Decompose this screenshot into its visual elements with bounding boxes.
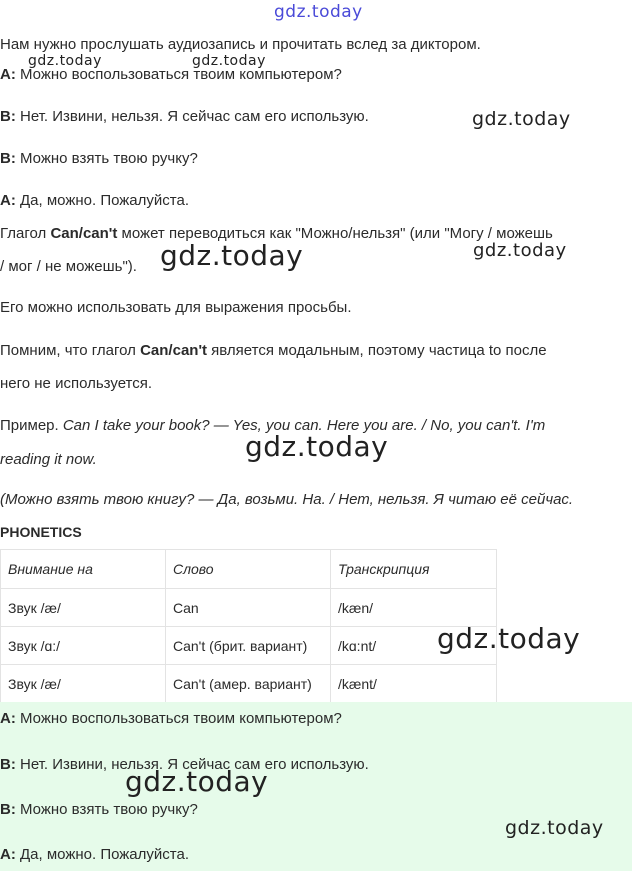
verb-highlight: Can/can't bbox=[50, 225, 118, 242]
dialogue2-line bbox=[0, 801, 198, 818]
text-fragment: является модальным, поэтому частица to после bbox=[207, 342, 547, 359]
table-row bbox=[1, 665, 497, 703]
speaker-label: B: bbox=[0, 150, 16, 167]
watermark: gdz.today bbox=[473, 240, 567, 261]
dialogue-line bbox=[0, 150, 198, 167]
grammar-paragraph-3-cont: него не используется. bbox=[0, 375, 153, 392]
table-cell: Can't (брит. вариант) bbox=[166, 627, 331, 665]
speaker-label: B: bbox=[0, 108, 16, 125]
example-line-cont: reading it now. bbox=[0, 451, 97, 468]
text-fragment: Помним, что глагол bbox=[0, 342, 141, 359]
speaker-label: A: bbox=[0, 192, 16, 209]
translation-line: (Можно взять твою книгу? — Да, возьми. На. / Нет, нельзя. Я читаю её сейчас. bbox=[0, 491, 574, 508]
table-cell: /kæn/ bbox=[331, 589, 497, 627]
speaker-label: A: bbox=[0, 710, 16, 727]
watermark: gdz.today bbox=[472, 108, 571, 130]
dialogue-text: Да, можно. Пожалуйста. bbox=[20, 846, 189, 863]
table-header-cell: Слово bbox=[166, 550, 331, 589]
speaker-label: B: bbox=[0, 801, 16, 818]
dialogue-text: Можно взять твою ручку? bbox=[20, 801, 198, 818]
table-row bbox=[1, 589, 497, 627]
dialogue-line bbox=[0, 108, 369, 125]
speaker-label: B: bbox=[0, 756, 16, 773]
table-cell: Звук /æ/ bbox=[1, 589, 166, 627]
watermark: gdz.today bbox=[125, 765, 269, 798]
dialogue-text: Нет. Извини, нельзя. Я сейчас сам его использую. bbox=[20, 108, 369, 125]
watermark: gdz.today bbox=[192, 53, 266, 69]
table-header-cell: Транскрипция bbox=[331, 550, 497, 589]
watermark-top: gdz.today bbox=[274, 2, 363, 22]
dialogue-text: Да, можно. Пожалуйста. bbox=[20, 192, 189, 209]
watermark: gdz.today bbox=[160, 239, 304, 272]
example-text: Can I take your book? — Yes, you can. Here you are. / No, you can't. I'm bbox=[62, 417, 546, 434]
table-cell: Звук /ɑ:/ bbox=[1, 627, 166, 665]
watermark: gdz.today bbox=[505, 817, 604, 839]
dialogue-text: Нет. Извини, нельзя. Я сейчас сам его использую. bbox=[20, 756, 369, 773]
text-fragment: может переводиться как "Можно/нельзя" (или "Могу / можешь bbox=[117, 225, 553, 242]
dialogue-text: Можно воспользоваться твоим компьютером? bbox=[20, 710, 342, 727]
grammar-paragraph-cont: / мог / не можешь"). bbox=[0, 258, 137, 275]
table-row bbox=[1, 627, 497, 665]
phonetics-title: PHONETICS bbox=[0, 524, 82, 540]
table-cell: /kɑ:nt/ bbox=[331, 627, 497, 665]
phonetics-table bbox=[0, 549, 497, 703]
watermark: gdz.today bbox=[437, 622, 581, 655]
intro-text: Нам нужно прослушать аудиозапись и прочитать вслед за диктором. bbox=[0, 36, 481, 53]
text-fragment: Глагол bbox=[0, 225, 51, 242]
table-cell: Can't (амер. вариант) bbox=[166, 665, 331, 703]
verb-highlight: Can/can't bbox=[140, 342, 208, 359]
speaker-label: A: bbox=[0, 66, 16, 83]
table-header-row bbox=[1, 550, 497, 589]
grammar-paragraph-2: Его можно использовать для выражения просьбы. bbox=[0, 299, 352, 316]
dialogue2-line bbox=[0, 846, 189, 863]
dialogue-line bbox=[0, 192, 189, 209]
dialogue-text: Можно взять твою ручку? bbox=[20, 150, 198, 167]
grammar-paragraph-3 bbox=[0, 342, 547, 359]
speaker-label: A: bbox=[0, 846, 16, 863]
example-label: Пример. bbox=[0, 417, 63, 434]
table-cell: Can bbox=[166, 589, 331, 627]
dialogue-text: Можно воспользоваться твоим компьютером? bbox=[20, 66, 342, 83]
table-header-cell: Внимание на bbox=[1, 550, 166, 589]
watermark: gdz.today bbox=[28, 53, 102, 69]
dialogue2-line bbox=[0, 710, 342, 727]
watermark: gdz.today bbox=[245, 430, 389, 463]
table-cell: /kænt/ bbox=[331, 665, 497, 703]
table-cell: Звук /æ/ bbox=[1, 665, 166, 703]
